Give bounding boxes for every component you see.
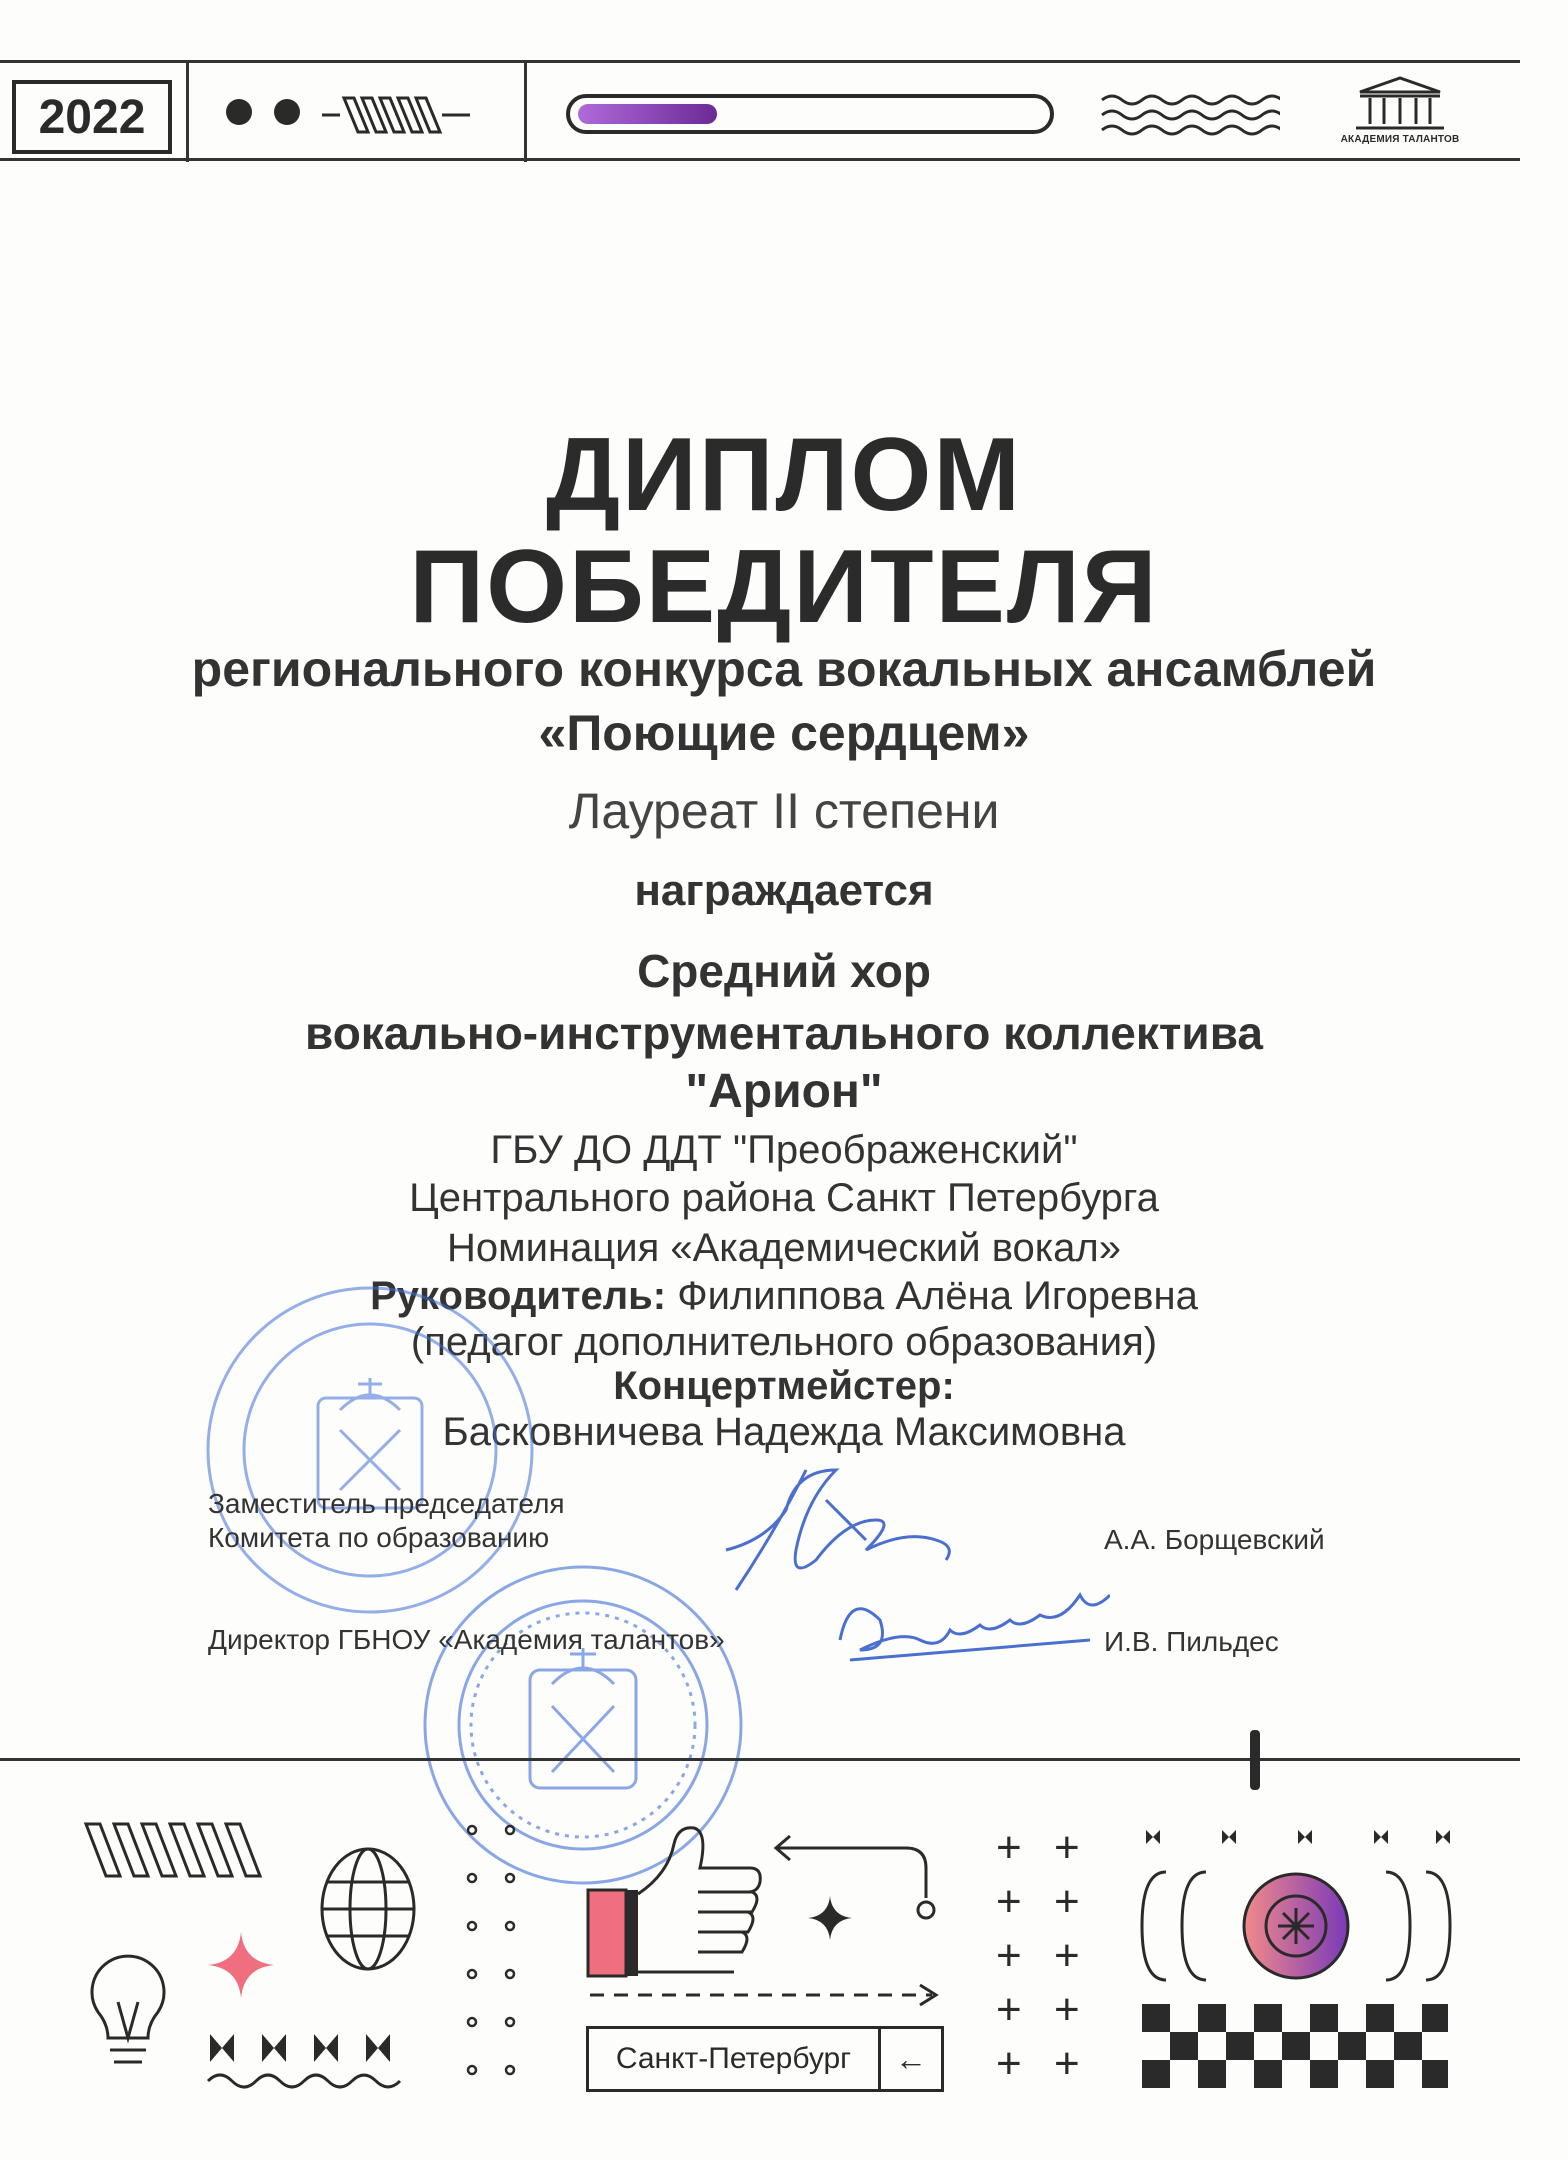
plus-icon: + — [996, 1877, 1022, 1926]
plus-icon: + — [1054, 2039, 1080, 2088]
plus-icon: + — [1054, 1823, 1080, 1872]
checker-cell — [1198, 2004, 1226, 2032]
city-label: Санкт-Петербург — [589, 2029, 881, 2089]
header-top-line — [0, 60, 1520, 63]
logo-caption: АКАДЕМИЯ ТАЛАНТОВ — [1340, 134, 1460, 145]
curved-arrow-icon — [770, 1830, 940, 1930]
wave-line-icon — [206, 2066, 406, 2096]
checker-cell — [1338, 2032, 1366, 2060]
leader-position: (педагог дополнительного образования) — [410, 1320, 1158, 1364]
footer-marker — [1250, 1730, 1260, 1790]
plus-icon: + — [996, 1823, 1022, 1872]
plus-icon: + — [996, 1985, 1022, 2034]
thumbs-up-icon — [584, 1820, 764, 1980]
accompanist-label: Концертмейстер: — [613, 1364, 955, 1408]
header-progress-fill — [578, 104, 717, 124]
institution-line2: Центрального района Санкт Петербурга — [409, 1176, 1159, 1220]
dot-icon — [226, 99, 252, 125]
checker-cell — [1254, 2004, 1282, 2032]
signer1-title-line1: Заместитель председателя — [208, 1488, 565, 1519]
header-progress-bar — [566, 94, 1054, 134]
checkerboard-pattern — [1142, 2004, 1448, 2088]
checker-cell — [1142, 2004, 1170, 2032]
year-text: 2022 — [38, 90, 146, 144]
stripes-icon — [80, 1820, 280, 1880]
checker-cell — [1422, 2060, 1448, 2088]
leader-name: Филиппова Алёна Игоревна — [666, 1274, 1198, 1318]
checker-cell — [1310, 2004, 1338, 2032]
slash-stripes-icon — [322, 90, 472, 140]
plus-icon: + — [996, 1931, 1022, 1980]
focus-target-icon — [1136, 1866, 1456, 1986]
plus-icon: + — [1054, 1931, 1080, 1980]
checker-cell — [1226, 2032, 1254, 2060]
dashed-arrow-icon — [586, 1980, 946, 2010]
handwritten-signature-2 — [830, 1580, 1110, 1680]
diploma-title-line2: ПОБЕДИТЕЛЯ — [409, 529, 1159, 645]
waves-icon — [1100, 90, 1280, 140]
year-badge — [12, 80, 172, 154]
header-divider — [524, 62, 527, 162]
signer2-title: Директор ГБНОУ «Академия талантов» — [208, 1624, 725, 1655]
checker-cell — [1282, 2032, 1310, 2060]
signer1-name: А.А. Борщевский — [1104, 1524, 1325, 1555]
cross-row-icon — [1140, 1824, 1460, 1854]
signer2-name: И.В. Пильдес — [1104, 1626, 1279, 1657]
accompanist-name: Басковничева Надежда Максимовна — [442, 1410, 1126, 1454]
dots-grid-icon — [460, 1820, 530, 2080]
checker-cell — [1310, 2060, 1338, 2088]
signer1-title-line2: Комитета по образованию — [208, 1522, 550, 1553]
recipient-line1: Средний хор — [637, 945, 931, 997]
handwritten-signature-1 — [706, 1440, 996, 1600]
contest-name-line1: регионального конкурса вокальных ансамблей — [191, 641, 1377, 697]
institution-line1: ГБУ ДО ДДТ "Преображенский" — [490, 1128, 1078, 1172]
star-sparkle-icon — [808, 1896, 852, 1940]
checker-cell — [1198, 2060, 1226, 2088]
award-degree: Лауреат II степени — [568, 783, 1000, 839]
plus-icon: + — [1054, 1877, 1080, 1926]
city-label-box — [586, 2026, 944, 2092]
plus-icon: + — [996, 2039, 1022, 2088]
checker-cell — [1366, 2004, 1394, 2032]
awarded-label: награждается — [634, 866, 934, 915]
dot-icon — [274, 99, 300, 125]
checker-cell — [1142, 2060, 1170, 2088]
academy-building-logo-icon — [1352, 74, 1448, 134]
checker-cell — [1254, 2060, 1282, 2088]
bowtie-row-icon — [206, 2028, 402, 2068]
header-bottom-line — [0, 158, 1520, 161]
header-divider — [186, 62, 189, 162]
checker-cell — [1394, 2032, 1422, 2060]
nomination: Номинация «Академический вокал» — [447, 1226, 1121, 1270]
diploma-title-line1: ДИПЛОМ — [545, 417, 1023, 533]
contest-name-line2: «Поющие сердцем» — [538, 705, 1030, 761]
plus-icon: + — [1054, 1985, 1080, 2034]
checker-cell — [1422, 2004, 1448, 2032]
checker-cell — [1366, 2060, 1394, 2088]
sparkle-icon — [206, 1930, 276, 2000]
globe-icon — [318, 1846, 418, 1972]
recipient-line2: вокально-инструментального коллектива — [305, 1007, 1263, 1059]
light-bulb-icon — [78, 1942, 178, 2072]
checker-cell — [1170, 2032, 1198, 2060]
left-arrow-icon: ← — [895, 2041, 927, 2077]
footer-line — [0, 1758, 1520, 1761]
recipient-line3: "Арион" — [685, 1065, 883, 1118]
leader-label: Руководитель: — [370, 1274, 667, 1318]
